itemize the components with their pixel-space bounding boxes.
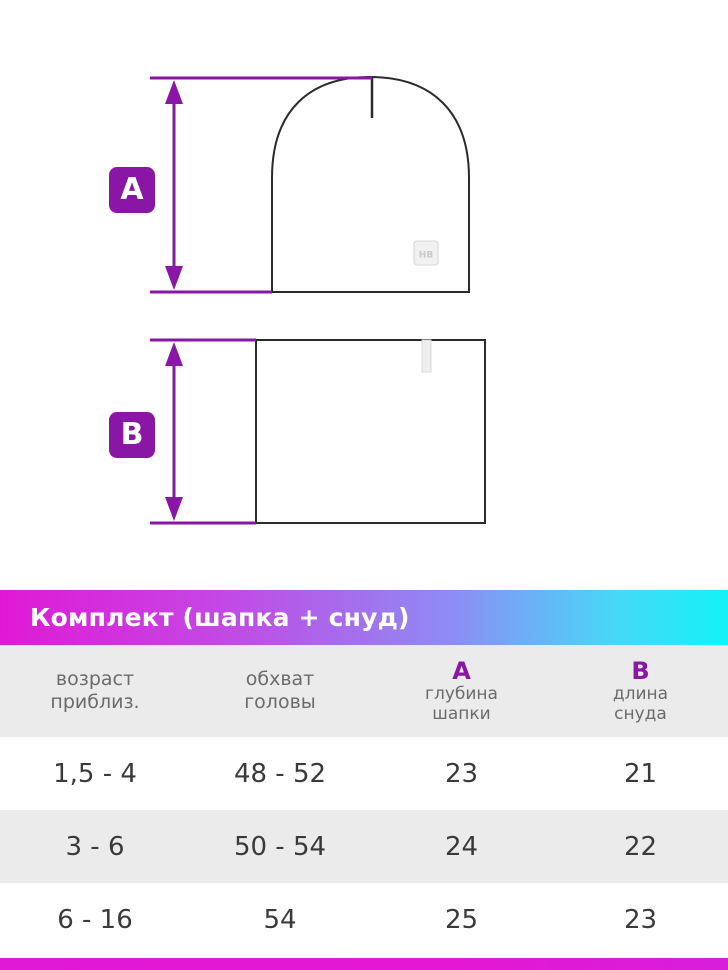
cell-snood-length: 21 [623,758,658,789]
hat-outline [272,77,469,292]
table-header-row [0,645,728,737]
cell-age: 6 - 16 [57,904,133,935]
header-hat-depth [370,645,553,737]
header-hat-letter: A [452,657,471,685]
cell-head: 54 [263,904,297,935]
dimension-b [150,340,256,523]
header-head-line-2: головы [244,691,316,713]
hat-logo-tag [414,241,438,265]
table-row [0,883,728,956]
cell-age: 3 - 6 [65,831,125,862]
header-snood-line-2: снуда [614,704,667,724]
header-age-line-1: возраст [55,668,135,690]
dimension-a [150,78,372,292]
header-hat-line-1: глубина [425,684,498,704]
header-snood-line-1: длина [612,684,669,704]
cell-age: 1,5 - 4 [53,758,137,789]
header-snood-length [553,645,728,737]
header-snood-letter: B [631,657,650,685]
cell-hat-depth: 24 [444,831,479,862]
badge-a: A [109,167,155,213]
snood-outline [256,340,485,523]
cell-hat-depth: 25 [444,904,479,935]
hat-logo-text: HB [418,250,434,261]
bottom-accent-bar [0,958,728,970]
snood-tag [422,340,431,372]
size-table [0,645,728,956]
badge-b: B [109,412,155,458]
title-banner [0,590,728,645]
header-head-circumference [190,645,370,737]
header-hat-line-2: шапки [432,704,491,724]
header-head-line-1: обхват [245,668,315,690]
cell-head: 50 - 54 [233,831,327,862]
cell-snood-length: 23 [623,904,658,935]
cell-snood-length: 22 [623,831,658,862]
cell-hat-depth: 23 [444,758,479,789]
header-age-line-2: приблиз. [50,691,140,713]
cell-head: 48 - 52 [233,758,327,789]
banner-title: Комплект (шапка + снуд) [30,603,410,632]
header-age [0,645,190,737]
table-row [0,737,728,810]
table-row [0,810,728,883]
